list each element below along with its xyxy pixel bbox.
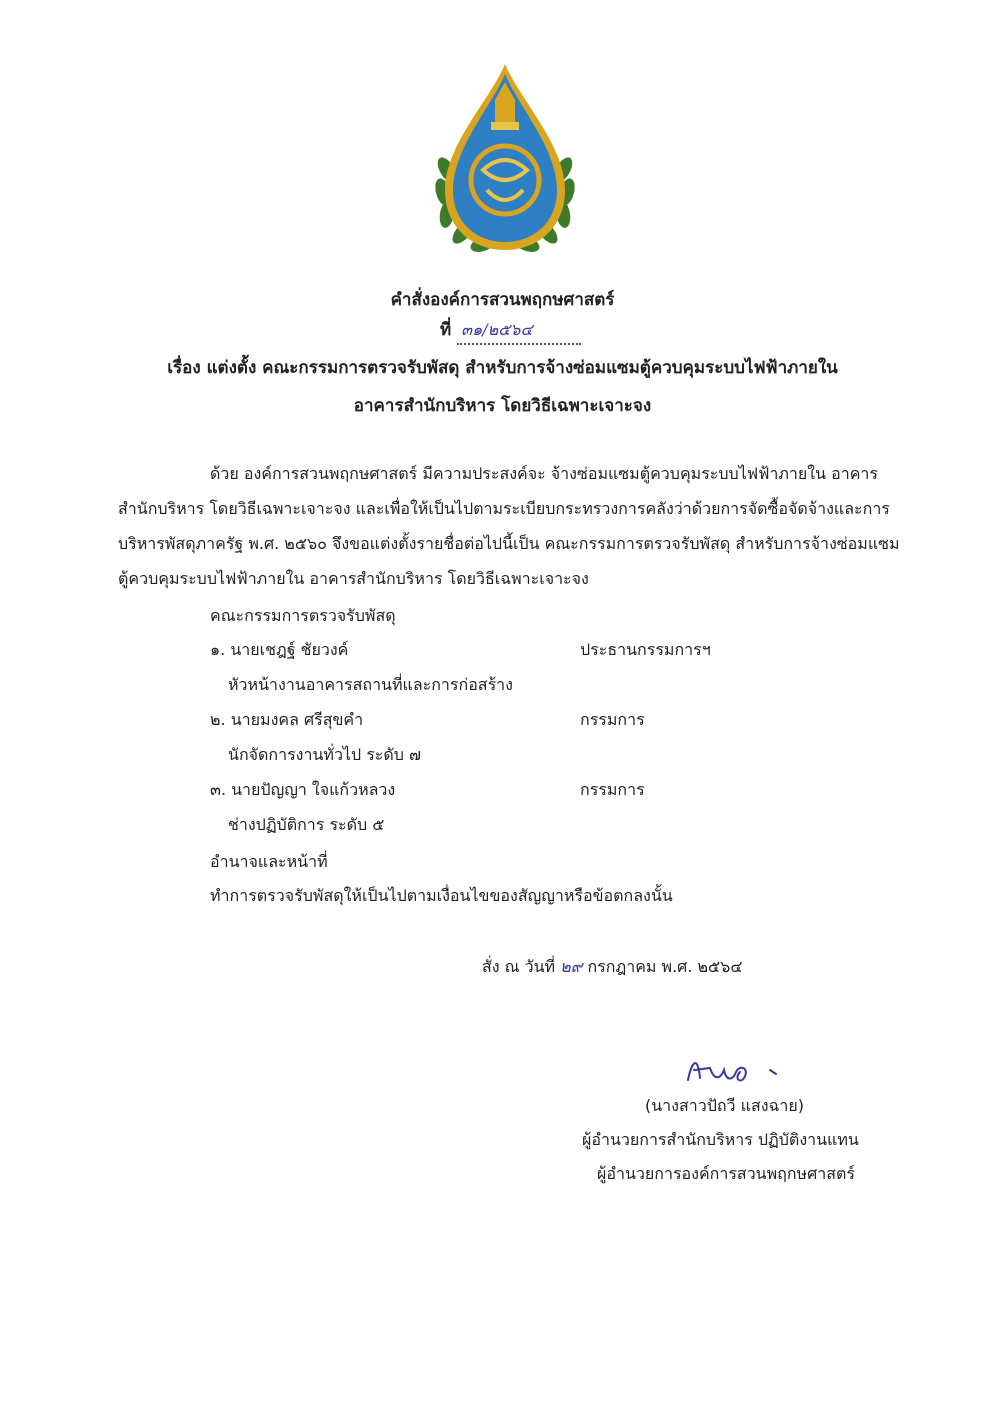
subject-line-2: อาคารสำนักบริหาร โดยวิธีเฉพาะเจาะจง (353, 396, 652, 416)
paragraph-line-2: สำนักบริหาร โดยวิธีเฉพาะเจาะจง และเพื่อให้เป็นไปตามระเบียบกระทรวงการคลังว่าด้วยการจัดซื้อจัดจ้างและการ (118, 499, 890, 518)
order-number-value: ๓๑/๒๕๖๔ (457, 318, 581, 345)
order-number-label: ที่ (440, 320, 452, 340)
paragraph-line-1: ด้วย องค์การสวนพฤกษศาสตร์ มีความประสงค์จะ จ้างซ่อมแซมตู้ควบคุมระบบไฟฟ้าภายใน อาคาร (210, 464, 878, 483)
order-date (482, 955, 742, 980)
signer-title-2: ผู้อำนวยการองค์การสวนพฤกษศาสตร์ (597, 1164, 855, 1183)
member-position: นักจัดการงานทั่วไป ระดับ ๗ (228, 745, 422, 764)
member-role: กรรมการ (580, 710, 645, 729)
member-position: หัวหน้างานอาคารสถานที่และการก่อสร้าง (228, 675, 513, 694)
duty-heading: อำนาจและหน้าที่ (210, 852, 328, 871)
order-number-line (440, 316, 581, 345)
handwritten-signature (680, 1050, 800, 1090)
organization-logo (425, 60, 585, 260)
member-name: ๓. นายปัญญา ใจแก้วหลวง (210, 780, 396, 799)
member-name: ๒. นายมงคล ศรีสุขคำ (210, 710, 364, 729)
member-position: ช่างปฏิบัติการ ระดับ ๕ (228, 815, 385, 834)
subject-line-1: เรื่อง แต่งตั้ง คณะกรรมการตรวจรับพัสดุ สำหรับการจ้างซ่อมแซมตู้ควบคุมระบบไฟฟ้าภายใน (167, 358, 838, 378)
signer-name: (นางสาวปัถวี แสงฉาย) (645, 1096, 805, 1115)
signer-title-1: ผู้อำนวยการสำนักบริหาร ปฏิบัติงานแทน (582, 1130, 859, 1149)
paragraph-line-4: ตู้ควบคุมระบบไฟฟ้าภายใน อาคารสำนักบริหาร โดยวิธีเฉพาะเจาะจง (118, 569, 589, 588)
order-title: คำสั่งองค์การสวนพฤกษศาสตร์ (390, 290, 615, 310)
member-role: ประธานกรรมการฯ (580, 640, 711, 659)
order-date-prefix: สั่ง ณ วันที่ (482, 957, 556, 976)
member-role: กรรมการ (580, 780, 645, 799)
duty-text: ทำการตรวจรับพัสดุให้เป็นไปตามเงื่อนไขของสัญญาหรือข้อตกลงนั้น (210, 886, 673, 905)
paragraph-line-3: บริหารพัสดุภาครัฐ พ.ศ. ๒๕๖๐ จึงขอแต่งตั้งรายชื่อต่อไปนี้เป็น คณะกรรมการตรวจรับพัสดุ สำหรับการจ้างซ่อมแซม (118, 534, 900, 553)
order-date-rest: กรกฎาคม พ.ศ. ๒๕๖๔ (587, 957, 743, 976)
committee-heading: คณะกรรมการตรวจรับพัสดุ (210, 606, 396, 625)
order-date-day: ๒๙ (560, 957, 583, 976)
member-name: ๑. นายเชฎฐ์ ชัยวงค์ (210, 640, 349, 659)
